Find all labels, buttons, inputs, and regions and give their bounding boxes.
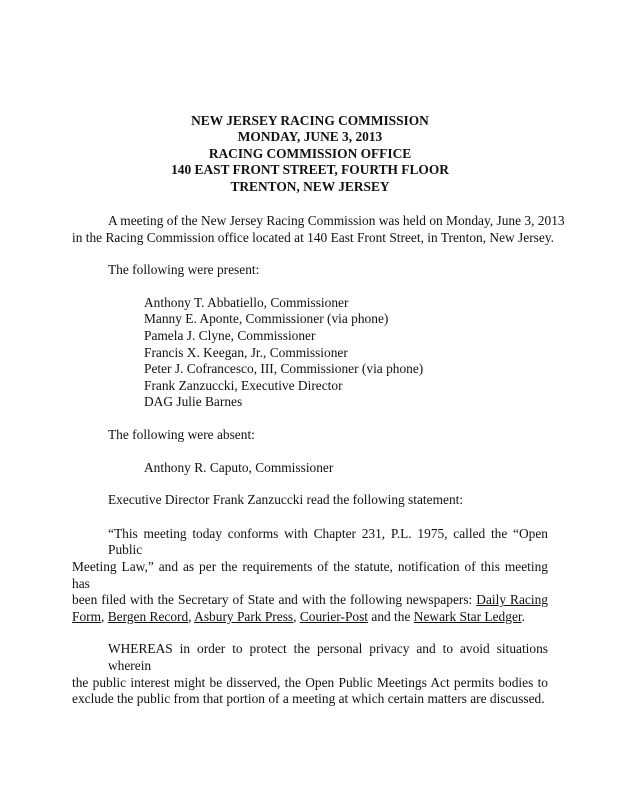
absent-name: Anthony R. Caputo, Commissioner bbox=[144, 459, 334, 475]
absent-list bbox=[72, 460, 548, 477]
statement-paragraph bbox=[72, 526, 548, 626]
document-page bbox=[72, 113, 565, 708]
present-name: Pamela J. Clyne, Commissioner bbox=[144, 328, 316, 343]
separator-and: and the bbox=[371, 608, 411, 624]
statement-line-1: “This meeting today conforms with Chapter 231, P.L. 1975, called the “Open Public bbox=[108, 525, 548, 558]
statement-end: . bbox=[521, 608, 525, 624]
intro-line-1: A meeting of the New Jersey Racing Commission was held on Monday, June 3, 2013 bbox=[108, 213, 565, 229]
intro-paragraph bbox=[72, 213, 565, 246]
newspaper-daily-racing-form-cont: Form bbox=[72, 608, 102, 624]
newspaper-daily-racing-form: Daily Racing bbox=[476, 592, 548, 608]
present-name: Anthony T. Abbatiello, Commissioner bbox=[144, 294, 349, 310]
document-heading bbox=[72, 113, 548, 195]
present-name: Manny E. Aponte, Commissioner (via phone) bbox=[144, 311, 389, 327]
separator: , bbox=[188, 608, 192, 624]
heading-line-1: NEW JERSEY RACING COMMISSION bbox=[191, 113, 429, 128]
statement-intro: Executive Director Frank Zanzuccki read the following statement: bbox=[108, 492, 464, 508]
separator: , bbox=[293, 608, 297, 624]
present-list bbox=[72, 295, 548, 411]
present-name: Francis X. Keegan, Jr., Commissioner bbox=[144, 344, 348, 360]
whereas-paragraph bbox=[72, 641, 548, 707]
heading-line-4: 140 EAST FRONT STREET, FOURTH FLOOR bbox=[171, 162, 449, 178]
whereas-line-2: the public interest might be disserved, the Open Public Meetings Act permits bodies to bbox=[72, 674, 548, 690]
whereas-line-1: WHEREAS in order to protect the personal privacy and to avoid situations wherein bbox=[108, 641, 548, 673]
newspaper-courier-post: Courier-Post bbox=[299, 608, 369, 624]
intro-line-2: in the Racing Commission office located at 140 East Front Street, in Trenton, New Jersey. bbox=[72, 229, 554, 245]
heading-line-2: MONDAY, JUNE 3, 2013 bbox=[237, 129, 383, 145]
newspaper-bergen-record: Bergen Record bbox=[107, 608, 189, 624]
heading-line-5: TRENTON, NEW JERSEY bbox=[230, 178, 390, 194]
newspaper-asbury-park-press: Asbury Park Press bbox=[194, 608, 294, 624]
newspaper-newark-star-ledger: Newark Star Ledger bbox=[413, 608, 522, 624]
whereas-line-3: exclude the public from that portion of a meeting at which certain matters are discussed. bbox=[72, 691, 545, 707]
statement-line-3-text: been filed with the Secretary of State and with the following newspapers: bbox=[72, 592, 473, 608]
statement-line-3 bbox=[72, 592, 548, 609]
present-label: The following were present: bbox=[108, 262, 260, 278]
absent-label: The following were absent: bbox=[108, 426, 255, 442]
statement-line-4 bbox=[72, 609, 548, 626]
statement-line-2: Meeting Law,” and as per the requirements of the statute, notification of this meeting has bbox=[72, 558, 548, 591]
present-name: Frank Zanzuccki, Executive Director bbox=[144, 377, 343, 393]
separator: , bbox=[101, 608, 105, 624]
present-name: Peter J. Cofrancesco, III, Commissioner (via phone) bbox=[144, 361, 424, 377]
heading-line-3: RACING COMMISSION OFFICE bbox=[208, 145, 412, 161]
present-name: DAG Julie Barnes bbox=[144, 394, 243, 410]
